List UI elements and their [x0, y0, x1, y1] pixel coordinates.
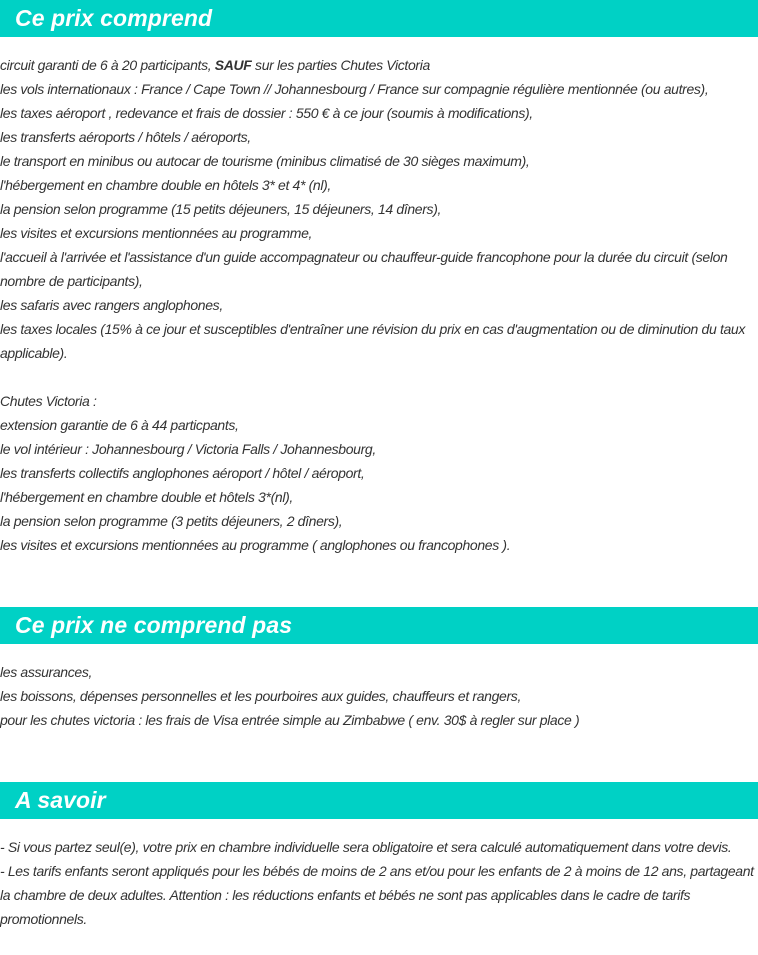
section-body-not-included: [0, 644, 758, 732]
section-body-included: [0, 37, 758, 557]
victoria-heading: Chutes Victoria :: [0, 393, 97, 409]
list-item: l'accueil à l'arrivée et l'assistance d'un guide accompagnateur ou chauffeur-guide francophone pour la durée du circuit (selon nombre de participants),: [0, 249, 728, 289]
list-item: extension garantie de 6 à 44 particpants,: [0, 417, 239, 433]
list-item: le vol intérieur : Johannesbourg / Victoria Falls / Johannesbourg,: [0, 441, 376, 457]
list-item: l'hébergement en chambre double et hôtels 3*(nl),: [0, 489, 293, 505]
included-first-line: [0, 53, 758, 77]
section-title-not-included: Ce prix ne comprend pas: [15, 612, 293, 638]
list-item: - Si vous partez seul(e), votre prix en chambre individuelle sera obligatoire et sera calculé automatiquement dans votre devis.: [0, 839, 732, 855]
section-not-included: [0, 607, 758, 732]
section-header-to-know: [0, 782, 758, 819]
list-item: les taxes aéroport , redevance et frais de dossier : 550 € à ce jour (soumis à modifications),: [0, 105, 533, 121]
list-item: l'hébergement en chambre double en hôtels 3* et 4* (nl),: [0, 177, 331, 193]
section-header-included: [0, 0, 758, 37]
section-title-to-know: A savoir: [15, 787, 106, 813]
list-item: les visites et excursions mentionnées au programme ( anglophones ou francophones ).: [0, 537, 511, 553]
list-item: les taxes locales (15% à ce jour et susceptibles d'entraîner une révision du prix en cas d'augmentation ou de diminution du taux applicable).: [0, 321, 746, 361]
included-first-line-bold: SAUF: [214, 57, 252, 73]
list-item: les transferts aéroports / hôtels / aéroports,: [0, 129, 251, 145]
list-item: les safaris avec rangers anglophones,: [0, 297, 223, 313]
list-item: les vols internationaux : France / Cape Town // Johannesbourg / France sur compagnie régulière mentionnée (ou autres),: [0, 81, 709, 97]
list-item: les transferts collectifs anglophones aéroport / hôtel / aéroport,: [0, 465, 365, 481]
section-header-not-included: [0, 607, 758, 644]
list-item: les boissons, dépenses personnelles et les pourboires aux guides, chauffeurs et rangers,: [0, 688, 521, 704]
included-first-line-part2: sur les parties Chutes Victoria: [251, 57, 430, 73]
list-item: la pension selon programme (3 petits déjeuners, 2 dîners),: [0, 513, 343, 529]
list-item: les visites et excursions mentionnées au programme,: [0, 225, 313, 241]
list-item: les assurances,: [0, 664, 93, 680]
list-item: le transport en minibus ou autocar de tourisme (minibus climatisé de 30 sièges maximum),: [0, 153, 530, 169]
list-item: - Les tarifs enfants seront appliqués pour les bébés de moins de 2 ans et/ou pour les enfants de 2 à moins de 12 ans, partageant la chambre de deux adultes. Attention : les réductions enfants et bébés ne sont pas applicables dans le cadre de tarifs promotionnels.: [0, 863, 754, 927]
list-item: la pension selon programme (15 petits déjeuners, 15 déjeuners, 14 dîners),: [0, 201, 442, 217]
section-to-know: [0, 782, 758, 931]
section-title-included: Ce prix comprend: [15, 5, 213, 31]
section-body-to-know: [0, 819, 758, 931]
list-item: pour les chutes victoria : les frais de Visa entrée simple au Zimbabwe ( env. 30$ à regler sur place ): [0, 712, 580, 728]
spacer: [0, 365, 758, 389]
included-first-line-part1: circuit garanti de 6 à 20 participants,: [0, 57, 215, 73]
